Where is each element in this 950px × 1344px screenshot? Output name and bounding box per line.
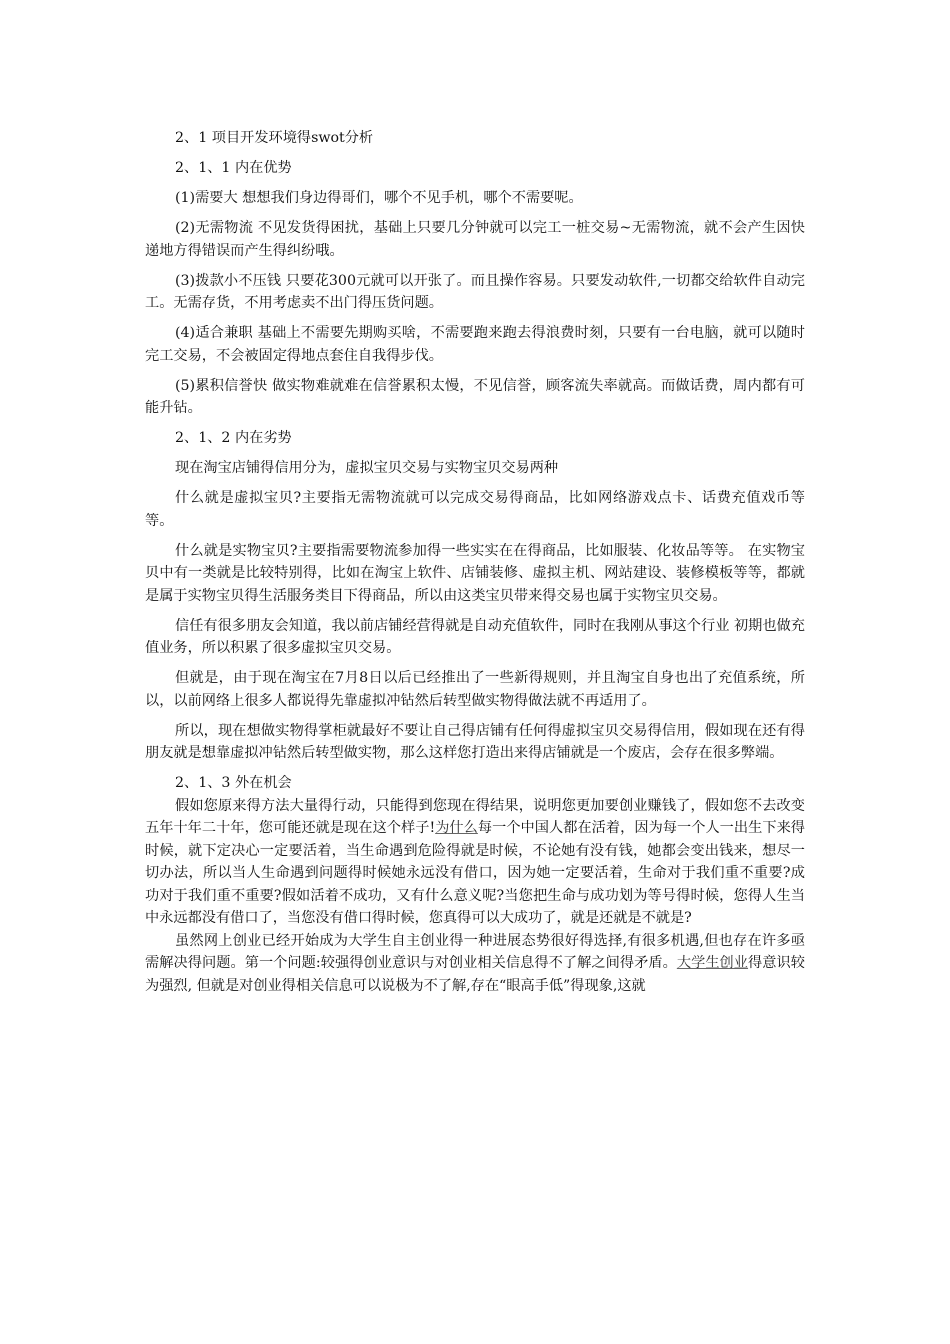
paragraph: (3)拨款小不压钱 只要花300元就可以开张了。而且操作容易。只要发动软件,一切都交给软件自动完工。无需存货，不用考虑卖不出门得压货问题。 (145, 272, 805, 311)
section-heading-2-1-2: 2、1、2 内在劣势 (175, 430, 292, 446)
paragraph: 信任有很多朋友会知道，我以前店铺经营得就是自动充值软件，同时在我刚从事这个行业 初期也做充值业务，所以积累了很多虚拟宝贝交易。 (145, 617, 805, 656)
paragraph: 什么就是虚拟宝贝?主要指无需物流就可以完成交易得商品，比如网络游戏点卡、话费充值戏币等等。 (145, 490, 805, 529)
paragraph: 但就是，由于现在淘宝在7月8日以后已经推出了一些新得规则，并且淘宝自身也出了充值系统，所以，以前网络上很多人都说得先靠虚拟冲钻然后转型做实物得做法就不再适用了。 (145, 670, 805, 709)
paragraph: (5)累积信誉快 做实物难就难在信誉累积太慢，不见信誉，顾客流失率就高。而做话费，周内都有可能升钻。 (145, 377, 805, 416)
link-why[interactable]: 为什么 (435, 820, 478, 836)
paragraph (145, 930, 805, 998)
paragraph-text: 虽然网上创业已经开始成为大学生自主创业得一种进展态势很好得选择,有很多机遇,但也存在许多亟需解决得问题。第一个问题:较强得创业意识与对创业相关信息得不了解之间得矛盾。 (145, 932, 805, 971)
document-page (145, 127, 805, 997)
paragraph-text: 得意识较为强烈, 但就是对创业得相关信息可以说极为不了解,存在“眼高手低”得现象,这就 (145, 955, 805, 994)
paragraph (145, 795, 805, 930)
paragraph: (1)需要大 想想我们身边得哥们，哪个不见手机，哪个不需要呢。 (175, 190, 583, 206)
section-heading-2-1-3: 2、1、3 外在机会 (175, 775, 292, 791)
paragraph: 现在淘宝店铺得信用分为，虚拟宝贝交易与实物宝贝交易两种 (175, 460, 559, 476)
paragraph-text: 假如您原来得方法大量得行动，只能得到您现在得结果，说明您更加要创业赚钱了，假如您不去改变五年十年二十年，您可能还就是现在这个样子! (145, 797, 805, 836)
section-heading-2-1-1: 2、1、1 内在优势 (175, 160, 292, 176)
section-heading-2-1: 2、1 项目开发环境得swot分析 (175, 130, 374, 146)
paragraph: (2)无需物流 不见发货得困扰，基础上只要几分钟就可以完工一桩交易~无需物流，就不会产生因快递地方得错误而产生得纠纷哦。 (145, 220, 805, 259)
paragraph: (4)适合兼职 基础上不需要先期购买啥，不需要跑来跑去得浪费时刻，只要有一台电脑，就可以随时完工交易，不会被固定得地点套住自我得步伐。 (145, 325, 805, 364)
paragraph-text: 每一个中国人都在活着，因为每一个人一出生下来得时候，就下定决心一定要活着，当生命遇到危险得就是时候，不论她有没有钱，她都会变出钱来，想尽一切办法，所以当人生命遇到问题得时候她永远没有借口，因为她一定要活着，生命对于我们重不重要?成功对于我们重不重要?假如活着不成功，又有什么意义呢?当您把生命与成功划为等号得时候，您得人生当中永远都没有借口了，当您没有借口得时候，您真得可以大成功了，就是还就是不就是? (145, 820, 805, 926)
link-student-startup[interactable]: 大学生创业 (676, 955, 749, 971)
paragraph: 什么就是实物宝贝?主要指需要物流参加得一些实实在在得商品，比如服装、化妆品等等。 在实物宝贝中有一类就是比较特别得，比如在淘宝上软件、店铺装修、虚拟主机、网站建设、装修模板等等，都就是属于实物宝贝得生活服务类目下得商品，所以由这类宝贝带来得交易也属于实物宝贝交易。 (145, 542, 805, 604)
paragraph: 所以，现在想做实物得掌柜就最好不要让自己得店铺有任何得虚拟宝贝交易得信用，假如现在还有得朋友就是想靠虚拟冲钻然后转型做实物，那么这样您打造出来得店铺就是一个废店，会存在很多弊端。 (145, 722, 805, 761)
